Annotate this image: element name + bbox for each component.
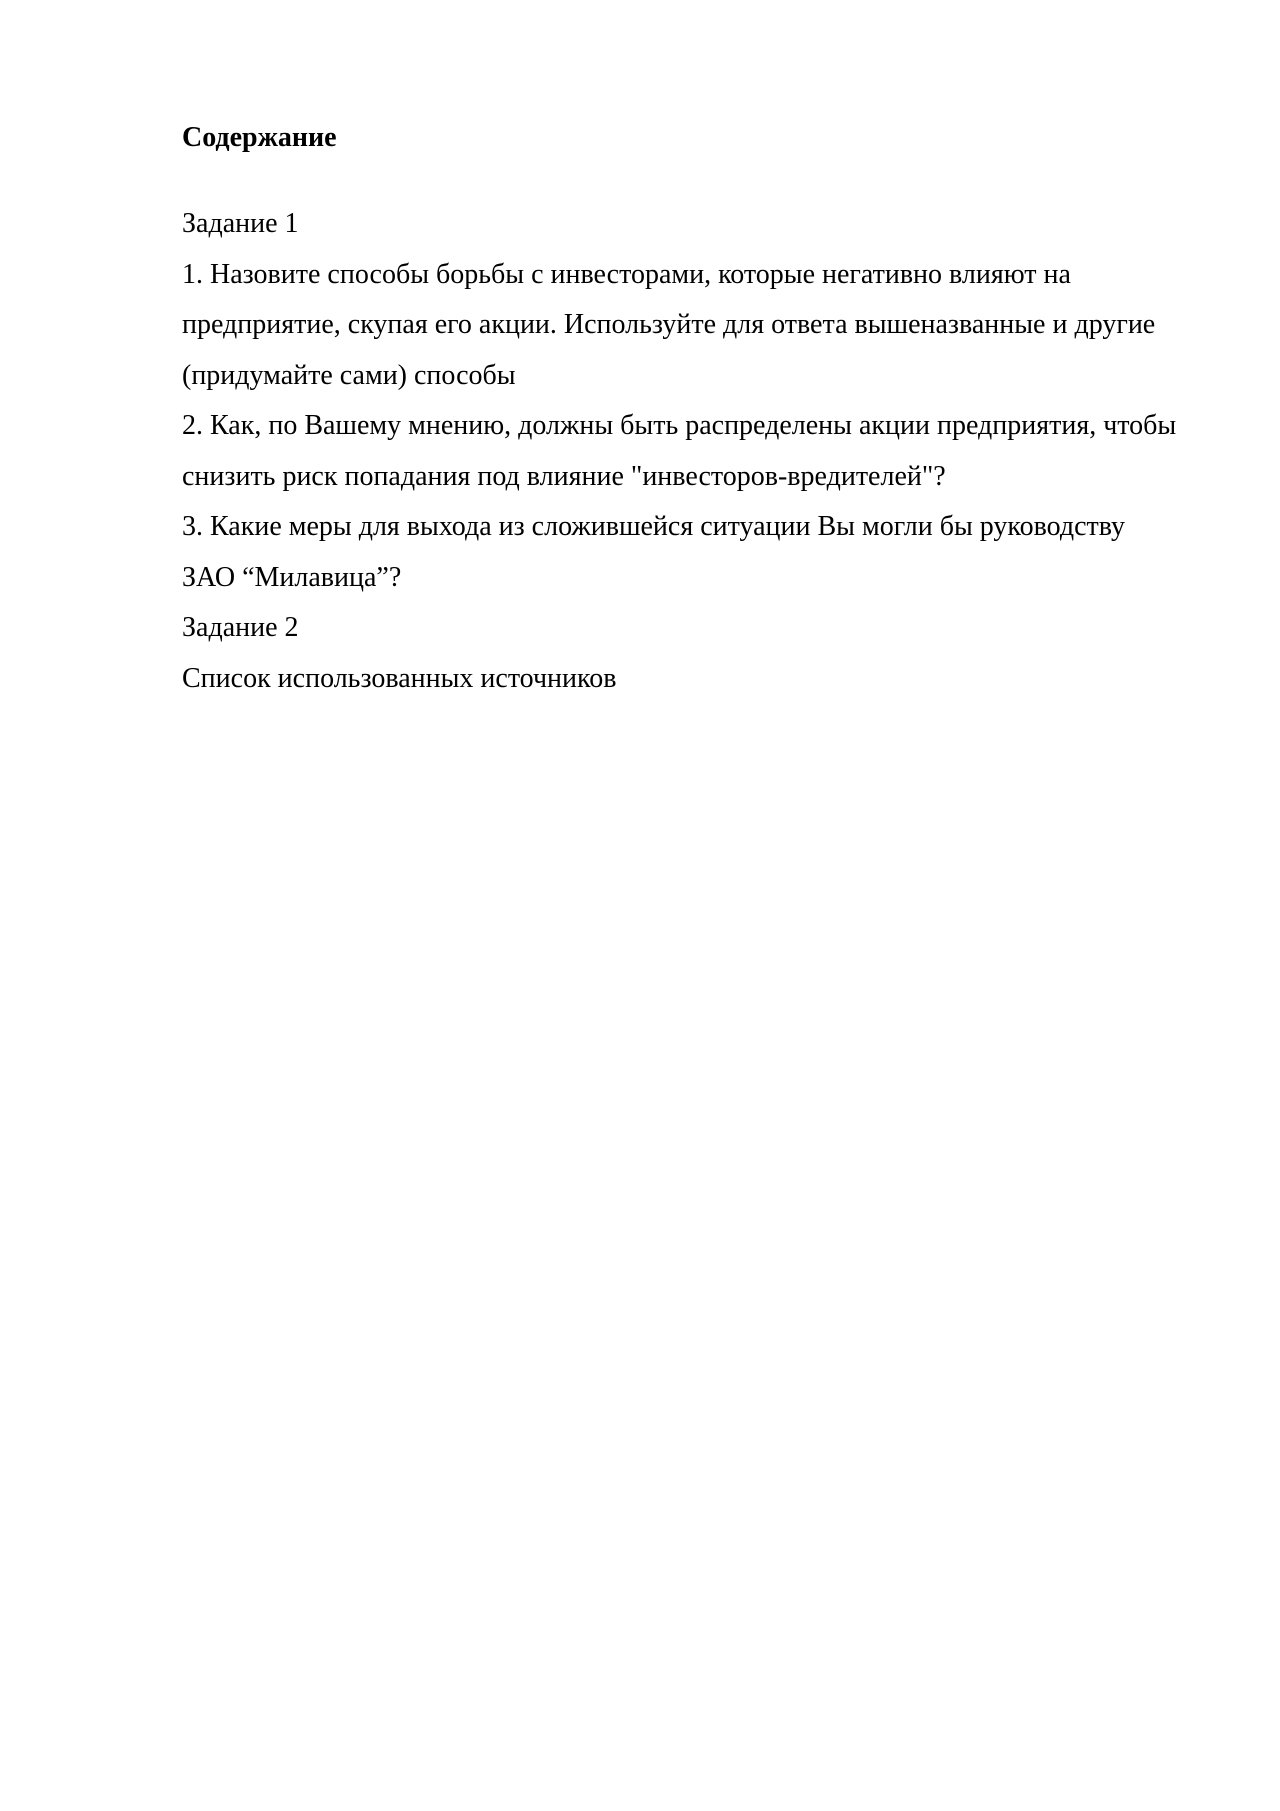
toc-entry-question-2: 2. Как, по Вашему мнению, должны быть распределены акции предприятия, чтобы снизить риск попадания под влияние "инвесторов-вредителей"? (182, 410, 1177, 492)
toc-entry-question-1: 1. Назовите способы борьбы с инвесторами, которые негативно влияют на предприятие, скупая его акции. Используйте для ответа вышеназванные и другие (придумайте сами) способы (182, 258, 1156, 391)
table-of-contents (182, 199, 1182, 704)
document-content (182, 117, 1182, 704)
page-title: Содержание (182, 122, 337, 153)
toc-entry-question-3: 3. Какие меры для выхода из сложившейся ситуации Вы могли бы руководству ЗАО “Милавица”? (182, 511, 1126, 593)
toc-entry-sources: Список использованных источников (182, 662, 617, 694)
toc-entry-task-1: Задание 1 (182, 208, 299, 239)
toc-entry-task-2: Задание 2 (182, 612, 299, 643)
